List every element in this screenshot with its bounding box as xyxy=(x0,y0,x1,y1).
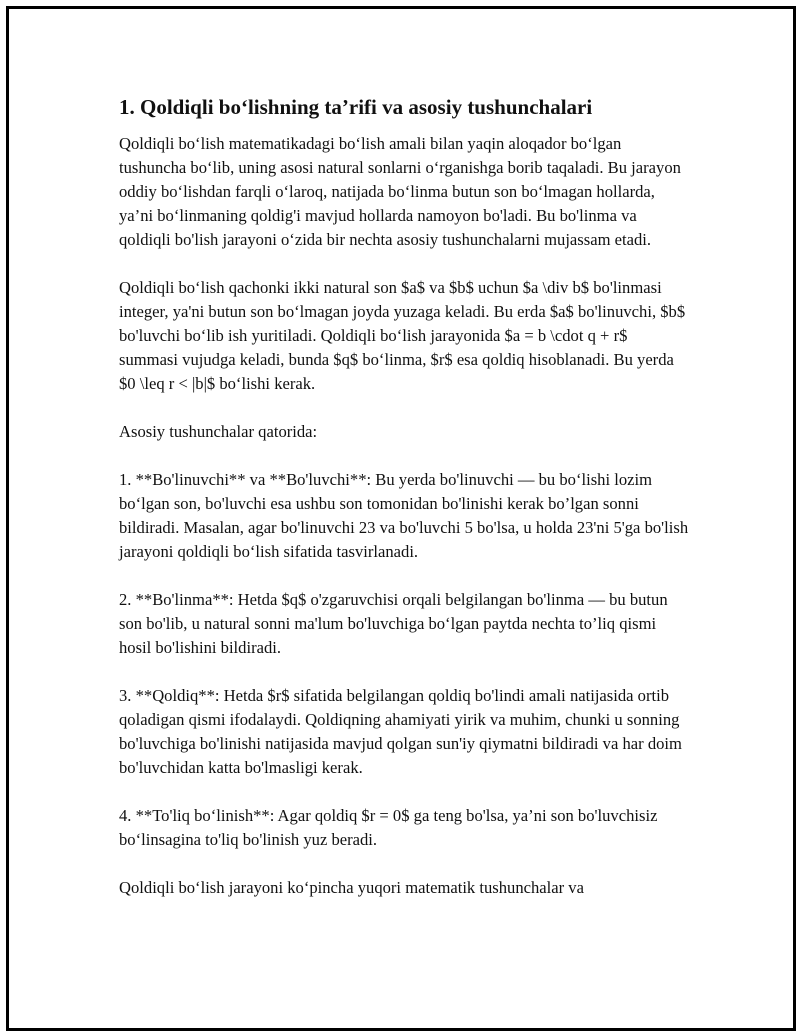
paragraph-concepts-lead: Asosiy tushunchalar qatorida: xyxy=(119,422,318,441)
section-title: 1. Qoldiqli bo‘lishning ta’rifi va asosiy tushunchalari xyxy=(119,95,593,119)
document-body xyxy=(119,92,689,924)
paragraph-definition: Qoldiqli bo‘lish qachonki ikki natural son $a$ va $b$ uchun $a \div b$ bo'linmasi integer, ya'ni butun son bo‘lmagan joyda yuzaga keladi. Bu erda $a$ bo'linuvchi, $b$ bo'luvchi bo‘lib ish yuritiladi. Qoldiqli bo‘lish jarayonida $a = b \cdot q + r$ summasi vujudga keladi, bunda $q$ bo‘linma, $r$ esa qoldiq hisoblanadi. Bu yerda $0 \leq r < |b|$ bo‘lishi kerak. xyxy=(119,278,686,393)
paragraph-closing: Qoldiqli bo‘lish jarayoni ko‘pincha yuqori matematik tushunchalar va xyxy=(119,878,584,897)
paragraph-intro: Qoldiqli bo‘lish matematikadagi bo‘lish amali bilan yaqin aloqador bo‘lgan tushuncha bo‘lib, uning asosi natural sonlarni o‘rganishga borib taqaladi. Bu jarayon oddiy bo‘lishdan farqli o‘laroq, natijada bo‘linma butun son bo‘lmagan hollarda, ya’ni bo‘linmaning qoldig'i mavjud hollarda namoyon bo'ladi. Bu bo'linma va qoldiqli bo'lish jarayoni o‘zida bir nechta asosiy tushunchalarni mujassam etadi. xyxy=(119,134,681,249)
list-item-dividend-divisor: 1. **Bo'linuvchi** va **Bo'luvchi**: Bu yerda bo'linuvchi — bu bo‘lishi lozim bo‘lgan son, bo'luvchi esa ushbu son tomonidan bo'linishi kerak bo’lgan sonni bildiradi. Masalan, agar bo'linuvchi 23 va bo'luvchi 5 bo'lsa, u holda 23'ni 5'ga bo'lish jarayoni qoldiqli bo‘lish sifatida tasvirlanadi. xyxy=(119,470,689,561)
list-item-full-division: 4. **To'liq bo‘linish**: Agar qoldiq $r = 0$ ga teng bo'lsa, ya’ni son bo'luvchisiz bo‘linsagina to'liq bo'linish yuz beradi. xyxy=(119,806,658,849)
list-item-remainder: 3. **Qoldiq**: Hetda $r$ sifatida belgilangan qoldiq bo'lindi amali natijasida ortib qoladigan qismi ifodalaydi. Qoldiqning ahamiyati yirik va muhim, chunki u sonning bo'luvchiga bo'linishi natijasida mavjud qolgan sun'iy qiymatni bildiradi va har doim bo'luvchidan katta bo'lmasligi kerak. xyxy=(119,686,682,777)
list-item-quotient: 2. **Bo'linma**: Hetda $q$ o'zgaruvchisi orqali belgilangan bo'linma — bu butun son bo'lib, u natural sonni ma'lum bo'luvchiga bo‘lgan paytda nechta to’liq qismi hosil bo'lishini bildiradi. xyxy=(119,590,668,657)
